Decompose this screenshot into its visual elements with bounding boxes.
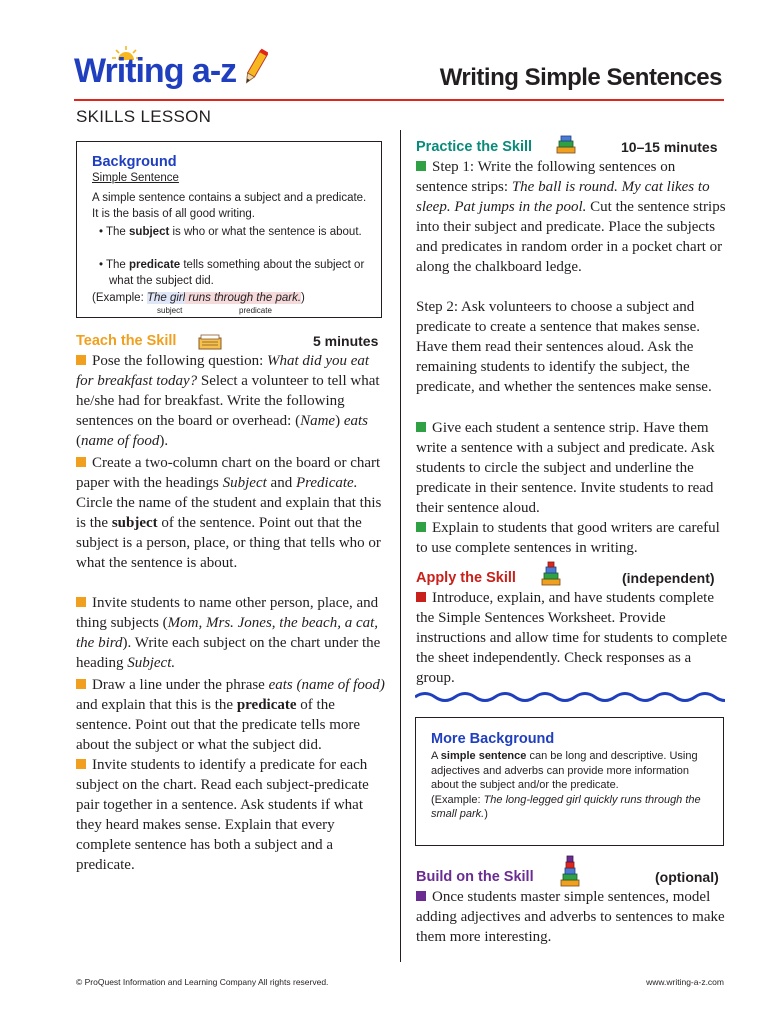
practice-paragraph-4: Explain to students that good writers are careful to use complete sentences in writing. <box>416 520 720 556</box>
practice-step-1: Step 1: Write the following sentences on sentence strips: The ball is round. My cat likes to sleep. Pat jumps in the pool. Cut the sentence strips into their subject and predicate. Place the subjects and predicates in random order in a pocket chart or along the chalkboard ledge. <box>416 159 726 275</box>
build-paragraph-1: Once students master simple sentences, model adding adjectives and adverbs to sentences to make them more interesting. <box>416 889 725 945</box>
teach-heading: Teach the Skill <box>76 333 177 349</box>
background-example: (Example: The girl runs through the park.) <box>92 292 305 304</box>
example-predicate: runs through the park. <box>185 292 302 304</box>
background-subheading: Simple Sentence <box>92 172 179 184</box>
background-bullet-subject: • The subject is who or what the sentence is about. <box>99 226 362 238</box>
orange-bullet <box>76 355 86 365</box>
writing-a-z-logo <box>74 46 274 96</box>
purple-bullet <box>416 891 426 901</box>
teach-paragraph-5: Invite students to identify a predicate for each subject on the chart. Read each subject-predicate pair together in a sentence. Ask students if what they heard makes sense. Explain that every complete sentence has both a subject and a predicate. <box>76 757 369 873</box>
orange-bullet <box>76 759 86 769</box>
green-bullet <box>416 161 426 171</box>
tall-book-stack-icon <box>559 855 581 887</box>
column-divider <box>400 130 401 962</box>
books-icon <box>555 135 577 155</box>
teach-paragraph-1: Pose the following question: What did you eat for breakfast today? Select a volunteer to tell what he/she had for breakfast. Write the following sentences on the board or overhead: (Name) eats (name of food). <box>76 353 380 449</box>
background-bullet-predicate: • The predicate tells something about the subject or what the subject did. <box>99 259 365 287</box>
logo-wordmark: Writing a-z <box>74 52 237 90</box>
practice-heading: Practice the Skill <box>416 139 533 155</box>
wave-divider <box>415 690 725 704</box>
skills-lesson-label: SKILLS LESSON <box>76 107 212 126</box>
build-time: (optional) <box>655 869 719 885</box>
website-link[interactable]: www.writing-a-z.com <box>646 977 724 987</box>
more-background-box <box>415 717 724 846</box>
background-box <box>76 141 382 318</box>
background-heading: Background <box>92 154 177 170</box>
practice-paragraph-3: Give each student a sentence strip. Have them write a sentence with a subject and predicate. Ask students to circle the subject and underline the predicate in their sentence. Invite students to read their sentence aloud. <box>416 420 715 516</box>
apply-paragraph-1: Introduce, explain, and have students complete the Simple Sentences Worksheet. Provide instructions and allow time for students to complete the sheet independently. Check responses as a group. <box>416 590 728 686</box>
label-predicate: predicate <box>239 306 272 315</box>
teach-paragraph-2: Create a two-column chart on the board or chart paper with the headings Subject and Predicate. Circle the name of the student and explain that this is the subject of the sentence. Point out that the subject is a person, place, or thing that tells who or what the sentence is about. <box>76 455 382 571</box>
label-subject: subject <box>157 306 183 315</box>
red-bullet <box>416 592 426 602</box>
orange-bullet <box>76 457 86 467</box>
copyright-notice: © ProQuest Information and Learning Company All rights reserved. <box>76 977 329 987</box>
more-background-heading: More Background <box>431 731 555 747</box>
green-bullet <box>416 422 426 432</box>
more-background-text: A simple sentence can be long and descriptive. Using adjectives and adverbs can provide more information about the subject and/or the predicate. (Example: The long-legged girl quickly runs through the small park.) <box>431 750 701 820</box>
notebook-icon <box>198 334 222 350</box>
teach-paragraph-3: Invite students to name other person, place, and thing subjects (Mom, Mrs. Jones, the beach, a cat, the bird). Write each subject on the chart under the heading Subject. <box>76 595 381 671</box>
document-title: Writing Simple Sentences <box>439 64 722 91</box>
orange-bullet <box>76 597 86 607</box>
practice-step-2: Step 2: Ask volunteers to choose a subject and predicate to create a sentence that makes sense. Have them read their sentences aloud. Ask the remaining students to identify the subject, the predicate, and whether the sentences make sense. <box>416 299 712 395</box>
apply-time: (independent) <box>622 570 715 586</box>
teach-time: 5 minutes <box>313 333 379 349</box>
example-subject: The girl <box>146 292 186 304</box>
teach-paragraph-4: Draw a line under the phrase eats (name of food) and explain that this is the predicate of the sentence. Point out that the predicate tells more about the subject or what the subject did. <box>76 677 385 753</box>
apply-heading: Apply the Skill <box>416 570 516 586</box>
pencil-icon <box>242 48 268 88</box>
book-stack-icon <box>540 561 562 587</box>
green-bullet <box>416 522 426 532</box>
background-intro: A simple sentence contains a subject and a predicate. It is the basis of all good writing. <box>92 192 367 220</box>
header-rule <box>74 99 724 101</box>
build-heading: Build on the Skill <box>416 869 534 885</box>
orange-bullet <box>76 679 86 689</box>
practice-time: 10–15 minutes <box>621 139 718 155</box>
